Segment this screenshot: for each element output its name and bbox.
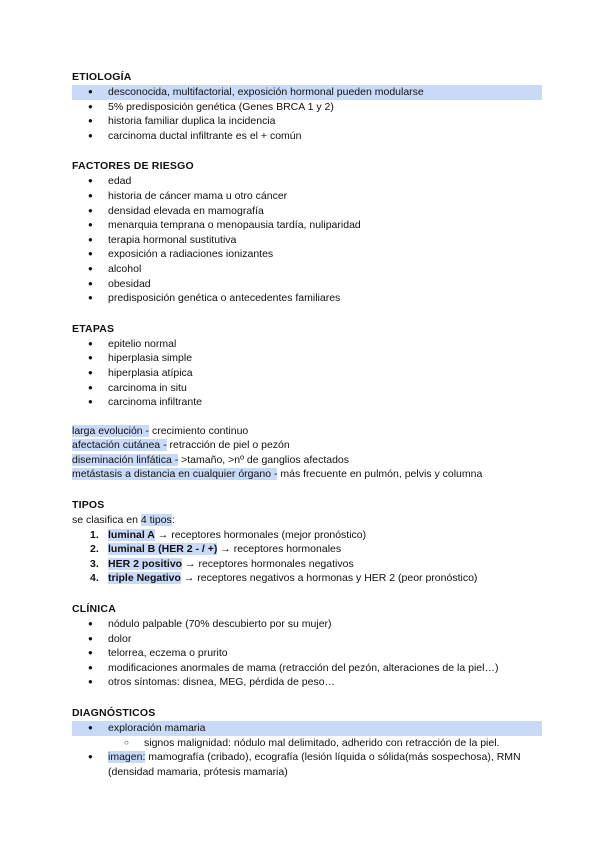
tipo-name: luminal B (HER 2 - / +) <box>108 543 218 556</box>
section-title-diagnosticos: DIAGNÓSTICOS <box>72 707 156 719</box>
etapa-line <box>72 453 542 468</box>
list-item: ● dolor <box>72 632 542 647</box>
list-item: ● densidad elevada en mamografía <box>72 204 542 219</box>
tipos-intro-end: : <box>171 514 175 527</box>
section-title-etapas: ETAPAS <box>72 322 115 335</box>
imagen-text: mamografía (cribado), ecografía (lesión líquida o sólida(más sospechosa), RMN (densidad mamaria, prótesis mamaria) <box>108 751 521 778</box>
section-etiologia <box>72 70 542 143</box>
section-etapas <box>72 322 542 482</box>
list-item: ● exploración mamaria <box>72 721 542 736</box>
list-item: ● carcinoma ductal infiltrante es el + común <box>72 129 542 144</box>
tipos-intro <box>72 513 542 528</box>
list-item: ● telorrea, eczema o prurito <box>72 646 542 661</box>
list-item: ● epitelio normal <box>72 337 542 352</box>
etapa-desc: retracción de piel o pezón <box>166 439 290 452</box>
tipos-list <box>72 528 542 586</box>
list-item: ● nódulo palpable (70% descubierto por su mujer) <box>72 617 542 632</box>
section-clinica <box>72 602 542 690</box>
etapa-desc: más frecuente en pulmón, pelvis y columna <box>277 468 483 481</box>
etapa-line <box>72 438 542 453</box>
list-item: ● carcinoma infiltrante <box>72 395 542 410</box>
tipo-desc: → receptores negativos a hormonas y HER 2 (peor pronóstico) <box>180 572 478 585</box>
item-number: 3. <box>90 557 99 570</box>
tipos-intro-text: se clasifica en <box>72 514 141 527</box>
list-item: ● alcohol <box>72 262 542 277</box>
tipos-intro-highlight: 4 tipos <box>140 514 172 527</box>
etapa-term: metástasis a distancia en cualquier órgano - <box>72 468 278 481</box>
section-title-etiologia: ETIOLOGÍA <box>72 71 132 83</box>
section-diagnosticos <box>72 706 542 779</box>
tipo-name: HER 2 positivo <box>108 557 183 570</box>
imagen-label: imagen: <box>108 751 146 764</box>
list-item: ● terapia hormonal sustitutiva <box>72 233 542 248</box>
item-number: 2. <box>90 543 99 556</box>
tipo-desc: → receptores hormonales <box>217 543 342 556</box>
etapa-term: larga evolución - <box>72 424 150 437</box>
list-item <box>72 571 542 586</box>
section-factores-riesgo <box>72 159 542 305</box>
section-title-factores: FACTORES DE RIESGO <box>72 160 194 173</box>
etapa-term: diseminación linfática - <box>72 453 179 466</box>
etapa-desc: >tamaño, >nº de ganglios afectados <box>178 453 350 466</box>
clinica-list <box>72 617 542 690</box>
list-item: ● hiperplasia simple <box>72 351 542 366</box>
list-item <box>72 542 542 557</box>
list-item: ● historia familiar duplica la incidencia <box>72 114 542 129</box>
etiologia-list <box>72 85 542 143</box>
list-item <box>72 528 542 543</box>
list-item: ● desconocida, multifactorial, exposición hormonal pueden modularse <box>72 85 542 100</box>
section-title-clinica: CLÍNICA <box>72 603 116 616</box>
factores-list <box>72 174 542 305</box>
tipo-desc: → receptores hormonales negativos <box>182 557 354 570</box>
etapa-desc: crecimiento continuo <box>149 424 249 437</box>
list-item: ● menarquia temprana o menopausia tardía, nuliparidad <box>72 218 542 233</box>
list-item: ● 5% predisposición genética (Genes BRCA 1 y 2) <box>72 100 542 115</box>
tipo-name: luminal A <box>108 528 155 541</box>
section-tipos <box>72 498 542 586</box>
list-item: ● edad <box>72 174 542 189</box>
list-item: ● otros síntomas: disnea, MEG, pérdida de peso… <box>72 675 542 690</box>
etapa-line <box>72 467 542 482</box>
diagnosticos-list <box>72 721 542 736</box>
list-item <box>72 557 542 572</box>
list-item: ● historia de cáncer mama u otro cáncer <box>72 189 542 204</box>
document-page <box>72 70 542 795</box>
list-item: ● carcinoma in situ <box>72 381 542 396</box>
diagnosticos-list-2 <box>72 750 542 779</box>
item-number: 4. <box>90 572 99 585</box>
list-item: ● exposición a radiaciones ionizantes <box>72 247 542 262</box>
list-item: ● predisposición genética o antecedentes familiares <box>72 291 542 306</box>
list-item <box>72 750 542 779</box>
section-title-tipos: TIPOS <box>72 499 105 512</box>
etapa-term: afectación cutánea - <box>72 439 167 452</box>
etapas-list <box>72 337 542 410</box>
list-item: ● obesidad <box>72 277 542 292</box>
diagnosticos-sublist <box>72 736 542 751</box>
tipo-desc: → receptores hormonales (mejor pronóstico) <box>154 528 367 541</box>
tipo-name: triple Negativo <box>108 572 181 585</box>
list-item: ● hiperplasia atípica <box>72 366 542 381</box>
list-item: ○ signos malignidad: nódulo mal delimitado, adherido con retracción de la piel. <box>72 736 542 751</box>
list-item: ● modificaciones anormales de mama (retracción del pezón, alteraciones de la piel…) <box>72 661 542 676</box>
etapa-line <box>72 424 542 439</box>
item-number: 1. <box>90 528 99 541</box>
